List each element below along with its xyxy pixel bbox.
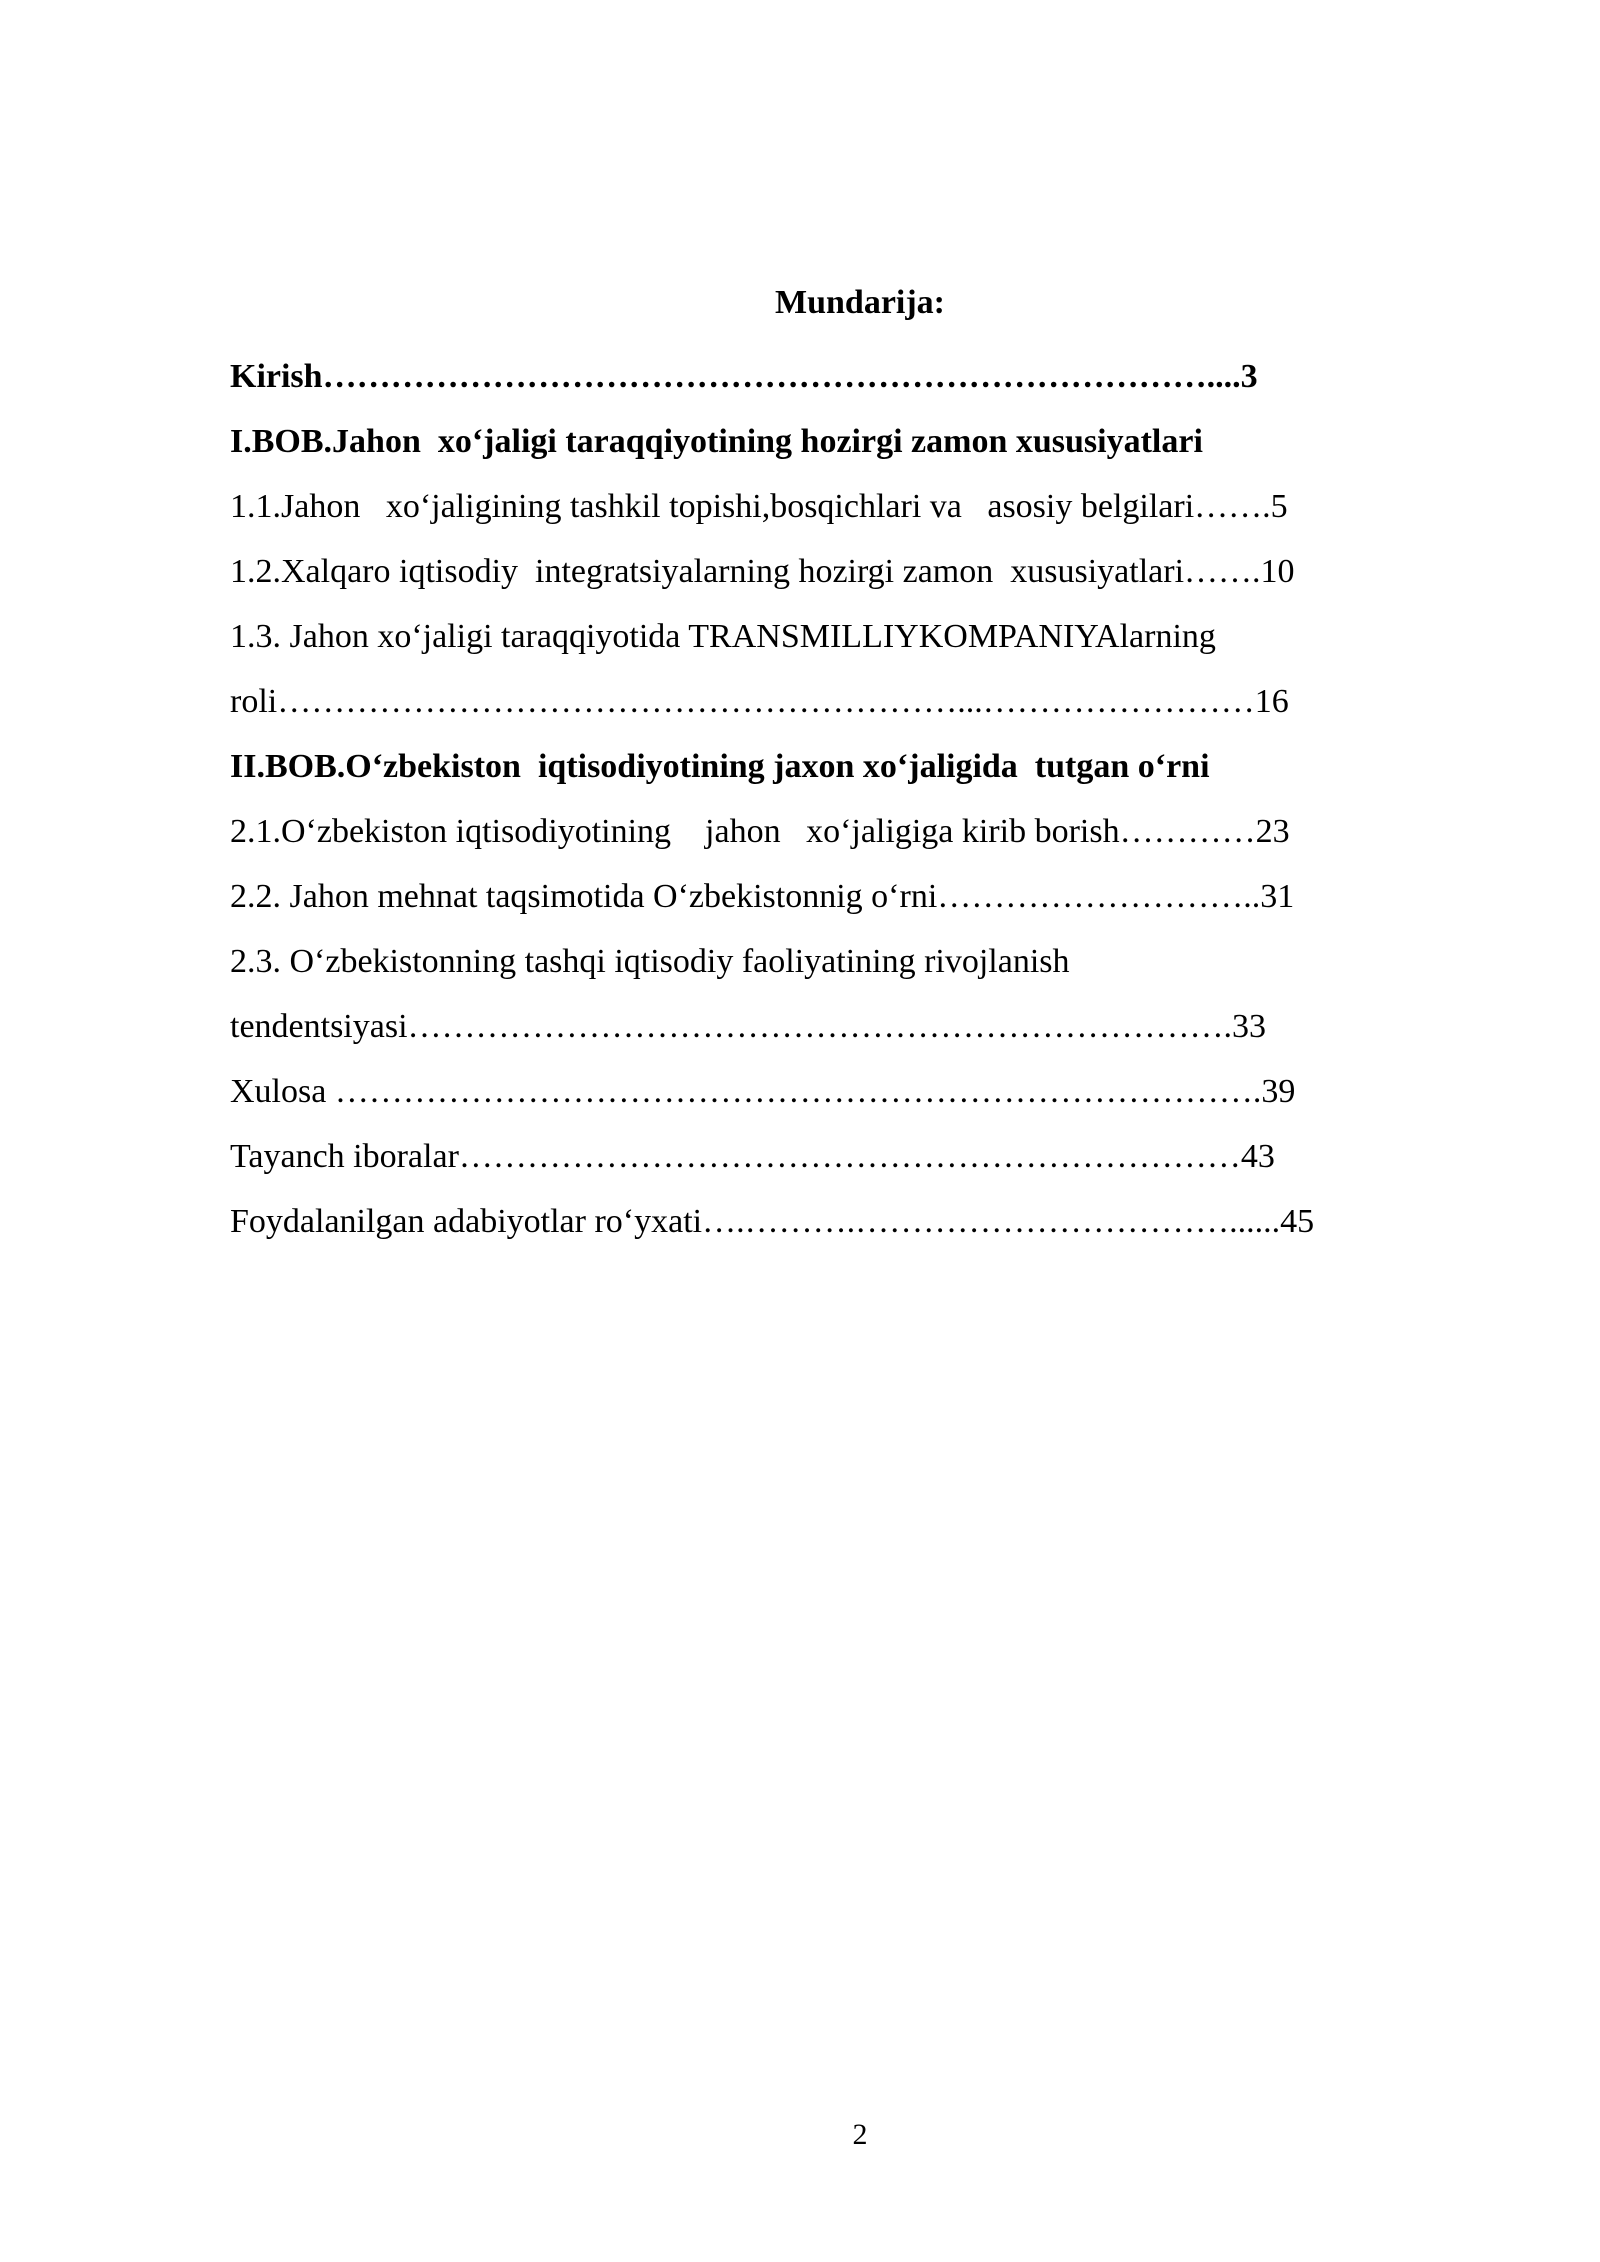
toc-entry-tayanch-iboralar: Tayanch iboralar……………………………………………………………43 [230,1138,1275,1175]
toc-chapter-1-heading: I.BOB.Jahon xo‘jaligi taraqqiyotining hozirgi zamon xususiyatlari [230,423,1203,460]
toc-entry-adabiyotlar: Foydalanilgan adabiyotlar ro‘yxati….……….……………………………......45 [230,1203,1315,1240]
toc-entry-kirish: Kirish……………………………………………………………………....3 [230,358,1258,395]
toc-entry-1-2: 1.2.Xalqaro iqtisodiy integratsiyalarning hozirgi zamon xususiyatlari…….10 [230,553,1295,590]
toc-entry-2-1: 2.1.O‘zbekiston iqtisodiyotining jahon xo‘jaligiga kirib borish…………23 [230,813,1290,850]
toc-entry-1-3-continued: roli……………………………………………………...……………………16 [230,683,1289,720]
toc-chapter-2-heading: II.BOB.O‘zbekiston iqtisodiyotining jaxon xo‘jaligida tutgan o‘rni [230,748,1210,785]
toc-entry-2-3: 2.3. O‘zbekistonning tashqi iqtisodiy faoliyatining rivojlanish [230,943,1070,980]
page-number: 2 [852,2118,868,2151]
page-title: Mundarija: [775,284,945,321]
toc-entry-xulosa: Xulosa ……………………………………………………………………….39 [230,1073,1296,1110]
table-of-contents [230,344,1430,1254]
toc-entry-1-3: 1.3. Jahon xo‘jaligi taraqqiyotida TRANSMILLIYKOMPANIYAlarning [230,618,1216,655]
toc-entry-2-3-continued: tendentsiyasi……………………………………………………………….33 [230,1008,1267,1045]
toc-entry-2-2: 2.2. Jahon mehnat taqsimotida O‘zbekistonnig o‘rni………………………..31 [230,878,1295,915]
toc-entry-1-1: 1.1.Jahon xo‘jaligining tashkil topishi,bosqichlari va asosiy belgilari…….5 [230,488,1288,525]
